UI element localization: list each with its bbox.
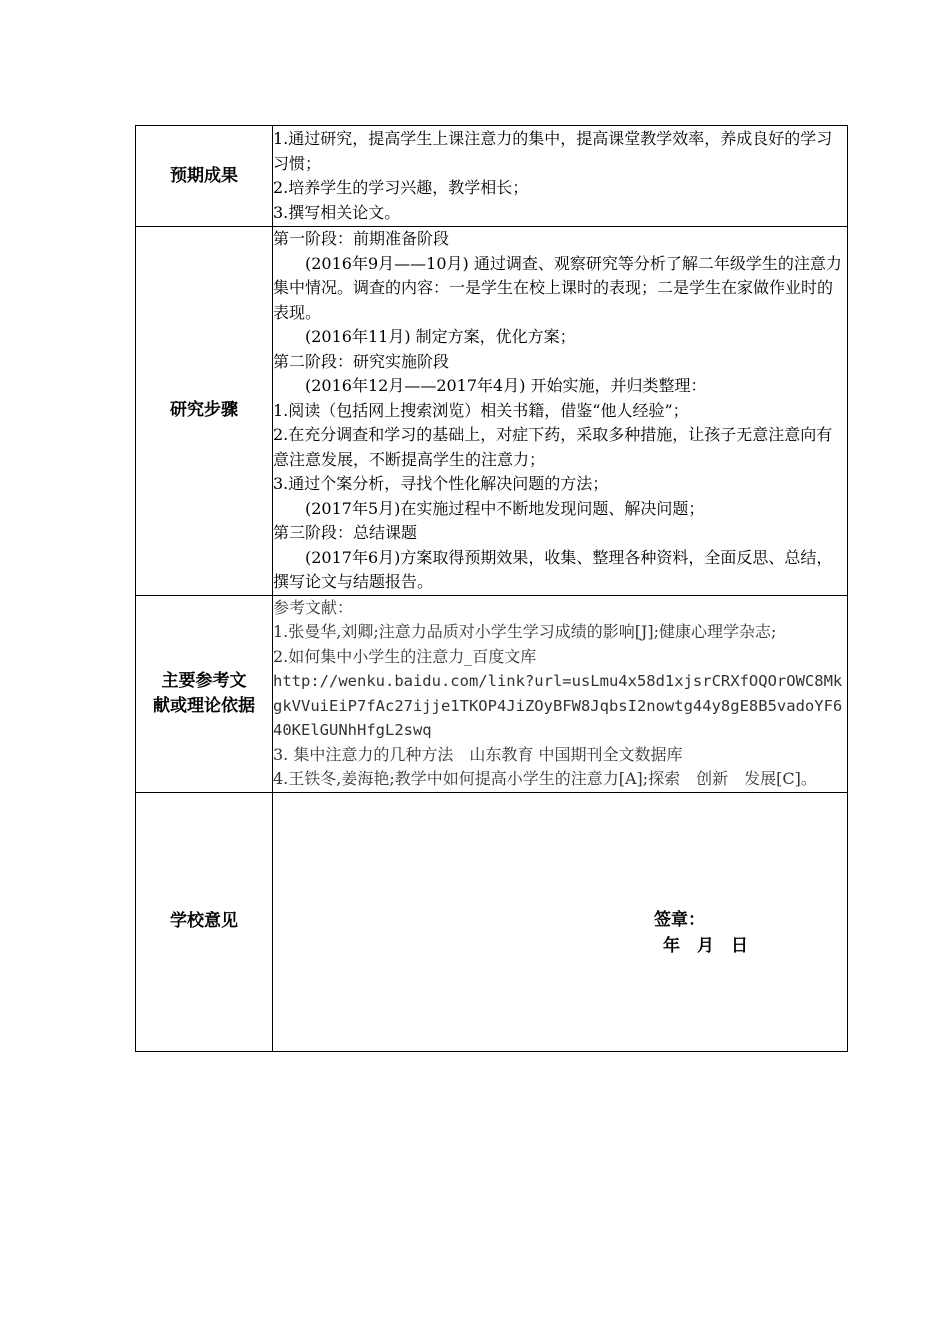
reference-3: 3. 集中注意力的几种方法 山东教育 中国期刊全文数据库 <box>273 744 683 764</box>
reference-1: 1.张曼华,刘卿;注意力品质对小学生学习成绩的影响[J];健康心理学杂志; <box>273 622 777 641</box>
references-label <box>136 595 273 792</box>
stage-2-item-4: (2017年5月)在实施过程中不断地发现问题、解决问题； <box>305 498 705 518</box>
school-opinion-content <box>273 792 848 1051</box>
stage-2-intro: (2016年12月——2017年4月) 开始实施，并归类整理： <box>305 376 707 395</box>
reference-2-url: http://wenku.baidu.com/link?url=usLmu4x58d1xjsrCRXfOQOrOWC8MkgkVVuiEiP7fAc27ijje1TKOP4JiZOyBFW8JqbsI2nowtg44y8gE8B5vadoYF640KElGUNhHfgL2swq <box>273 672 843 739</box>
stage-1-heading: 第一阶段：前期准备阶段 <box>273 229 450 248</box>
expected-item-1: 1.通过研究，提高学生上课注意力的集中，提高课堂教学效率，养成良好的学习习惯； <box>273 129 833 173</box>
date-label: 年 月 日 <box>663 935 748 956</box>
school-opinion-label: 学校意见 <box>136 792 273 1051</box>
stage-3-item-1: (2017年6月)方案取得预期效果，收集、整理各种资料，全面反思、总结，撰写论文与结题报告。 <box>273 547 833 591</box>
stage-1-item-1: (2016年9月——10月) 通过调查、观察研究等分析了解二年级学生的注意力集中情况。调查的内容：一是学生在校上课时的表现；二是学生在家做作业时的表现。 <box>273 253 842 322</box>
signature-label: 签章： <box>654 909 705 930</box>
expected-item-2: 2.培养学生的学习兴趣，教学相长； <box>273 178 529 197</box>
expected-results-label: 预期成果 <box>136 126 273 227</box>
reference-4: 4.王铁冬,姜海艳;教学中如何提高小学生的注意力[A];探索 创新 发展[C]。 <box>273 769 817 788</box>
expected-item-3: 3.撰写相关论文。 <box>273 202 401 222</box>
references-content <box>273 595 848 792</box>
stage-2-heading: 第二阶段：研究实施阶段 <box>273 351 450 371</box>
stage-2-item-1: 1.阅读（包括网上搜索浏览）相关书籍，借鉴“他人经验”； <box>273 400 689 420</box>
stage-2-item-2: 2.在充分调查和学习的基础上，对症下药，采取多种措施，让孩子无意注意向有意注意发展，不断提高学生的注意力； <box>273 425 833 469</box>
research-steps-label: 研究步骤 <box>136 227 273 596</box>
references-row <box>136 595 848 792</box>
research-steps-content <box>273 227 848 596</box>
stage-1-item-2: (2016年11月) 制定方案，优化方案； <box>305 327 576 346</box>
references-label-line-2: 献或理论依据 <box>153 695 255 716</box>
expected-results-content <box>273 126 848 227</box>
school-opinion-row <box>136 792 848 1051</box>
school-signature-area <box>273 794 847 1050</box>
stage-2-item-3: 3.通过个案分析，寻找个性化解决问题的方法； <box>273 474 609 493</box>
reference-2: 2.如何集中小学生的注意力_百度文库 <box>273 646 537 666</box>
research-steps-row <box>136 227 848 596</box>
references-label-line-1: 主要参考文 <box>161 670 247 691</box>
references-heading: 参考文献： <box>273 597 354 617</box>
expected-results-row <box>136 126 848 227</box>
research-form-table <box>135 125 848 1052</box>
stage-3-heading: 第三阶段：总结课题 <box>273 523 418 542</box>
